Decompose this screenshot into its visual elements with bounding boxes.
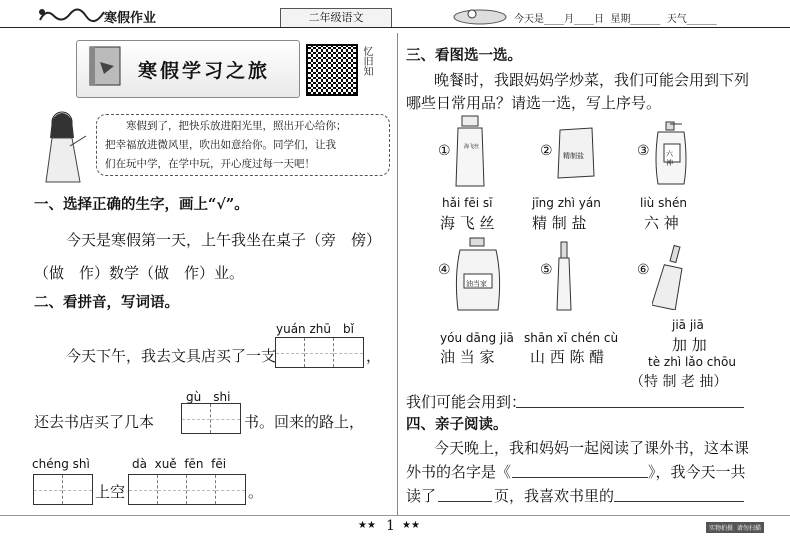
- q2-line-3a: 上空: [95, 483, 126, 501]
- item-5-number: ⑤: [540, 262, 553, 278]
- item-5-name: 山 西 陈 醋: [530, 348, 605, 366]
- soy-sauce-bottle-icon: [652, 244, 684, 310]
- q3-text-1: 晚餐时，我跟妈妈学炒菜，我们可能会用到下列: [434, 71, 750, 89]
- pages-read-line[interactable]: [438, 487, 492, 502]
- q3-answer-label: 我们可能会用到：: [406, 393, 527, 411]
- grade-label: 二年级语文: [280, 8, 392, 28]
- favorite-part-line[interactable]: [614, 487, 744, 502]
- q1-title: 一、选择正确的生字，画上“√”。: [34, 196, 249, 213]
- shampoo-bottle-icon: [452, 114, 488, 190]
- qr-code[interactable]: [306, 44, 358, 96]
- write-grid-1[interactable]: [275, 337, 364, 368]
- q1-line-2: （做 作）数学（做 作）业。: [34, 264, 245, 282]
- q2-line-2b: 书。回来的路上，: [244, 413, 365, 431]
- page-number: 1: [386, 518, 395, 534]
- column-divider: [397, 33, 398, 515]
- q2-pinyin-3a: chéng shì: [32, 457, 90, 471]
- q4-title: 四、亲子阅读。: [406, 416, 508, 433]
- item-3-name: 六 神: [644, 214, 679, 232]
- oil-jug-icon: [452, 236, 504, 312]
- girl-illustration: [40, 108, 92, 184]
- footer-stars-left: ★★: [358, 520, 376, 531]
- liushen-label: 六神: [666, 150, 673, 167]
- item-2-pinyin: jīng zhì yán: [532, 196, 601, 210]
- header-rule: [0, 27, 790, 28]
- q2-pinyin-1: yuán zhū bǐ: [276, 322, 354, 336]
- item-1-number: ①: [438, 143, 451, 159]
- item-6-name-2: （特 制 老 抽）: [630, 374, 728, 390]
- footer-stars-right: ★★: [402, 520, 420, 531]
- q2-line-2a: 还去书店买了几本: [34, 413, 155, 431]
- q4-line-1: 今天晚上，我和妈妈一起阅读了课外书，这本课: [434, 439, 750, 457]
- book-name-line[interactable]: [512, 463, 648, 478]
- q4-line-3a: 读了: [406, 487, 437, 505]
- banner-title: 寒假学习之旅: [138, 60, 271, 82]
- item-2-name: 精 制 盐: [532, 214, 587, 232]
- speech-line-1: 寒假到了，把快乐放进阳光里，照出开心给你；: [126, 120, 347, 132]
- write-grid-4[interactable]: [128, 474, 246, 505]
- q3-title: 三、看图选一选。: [406, 47, 522, 64]
- q4-line-3b: 页，我喜欢书里的: [494, 487, 615, 505]
- q2-pinyin-2: gù shi: [186, 390, 231, 404]
- item-6-pinyin-2: tè zhì lǎo chōu: [648, 355, 736, 369]
- footer-rule: [0, 515, 790, 516]
- item-6-pinyin: jiā jiā: [672, 318, 704, 332]
- q2-pinyin-3b: dà xuě fēn fēi: [132, 457, 227, 471]
- q3-answer-line[interactable]: [516, 393, 744, 408]
- item-4-number: ④: [438, 262, 451, 278]
- salt-bag-label: 精制盐: [563, 152, 584, 160]
- item-4-pinyin: yóu dāng jiā: [440, 331, 514, 345]
- item-3-pinyin: liù shén: [640, 196, 687, 210]
- oil-jug-label: 油当家: [466, 280, 487, 288]
- item-3-number: ③: [637, 143, 650, 159]
- svg-text:海飞丝: 海飞丝: [464, 144, 480, 150]
- q2-title: 二、看拼音，写词语。: [34, 294, 179, 311]
- item-6-number: ⑥: [637, 262, 650, 278]
- q2-comma: ，: [366, 347, 382, 365]
- speech-line-3: 们在玩中学，在学中玩，开心度过每一天吧！: [105, 158, 315, 170]
- q2-line-1: 今天下午，我去文具店买了一支: [66, 347, 277, 365]
- item-5-pinyin: shān xī chén cù: [524, 331, 619, 345]
- write-grid-2[interactable]: [181, 403, 241, 434]
- q4-line-2a: 外书的名字是《: [406, 463, 512, 481]
- vinegar-bottle-icon: [554, 240, 574, 312]
- item-1-name: 海 飞 丝: [440, 214, 495, 232]
- q2-line-3b: 。: [248, 483, 264, 501]
- date-weather-line: 今天是____月____日 星期______ 天气______: [514, 14, 717, 25]
- header-logo-icon: [36, 6, 108, 24]
- qr-caption: 忆旧知: [361, 46, 372, 76]
- item-6-name: 加 加: [672, 336, 707, 354]
- book-title: 寒假作业: [104, 11, 157, 26]
- speech-bubble: [96, 114, 390, 176]
- write-grid-3[interactable]: [33, 474, 93, 505]
- footer-stamp: 实物拍摄 请勿扫描: [706, 522, 764, 533]
- item-2-number: ②: [540, 143, 553, 159]
- book-icon: [86, 44, 126, 90]
- q1-line-1: 今天是寒假第一天，上午我坐在桌子（旁 傍）: [66, 231, 382, 249]
- header-deco-icon: [452, 4, 508, 26]
- speech-line-2: 把幸福放进微风里，吹出如意给你。同学们，让我: [105, 139, 336, 151]
- item-4-name: 油 当 家: [440, 348, 495, 366]
- q3-text-2: 哪些日常用品？请选一选，写上序号。: [406, 94, 662, 112]
- item-1-pinyin: hǎi fēi sī: [442, 196, 493, 210]
- q4-line-2b: 》，我今天一共: [648, 463, 746, 481]
